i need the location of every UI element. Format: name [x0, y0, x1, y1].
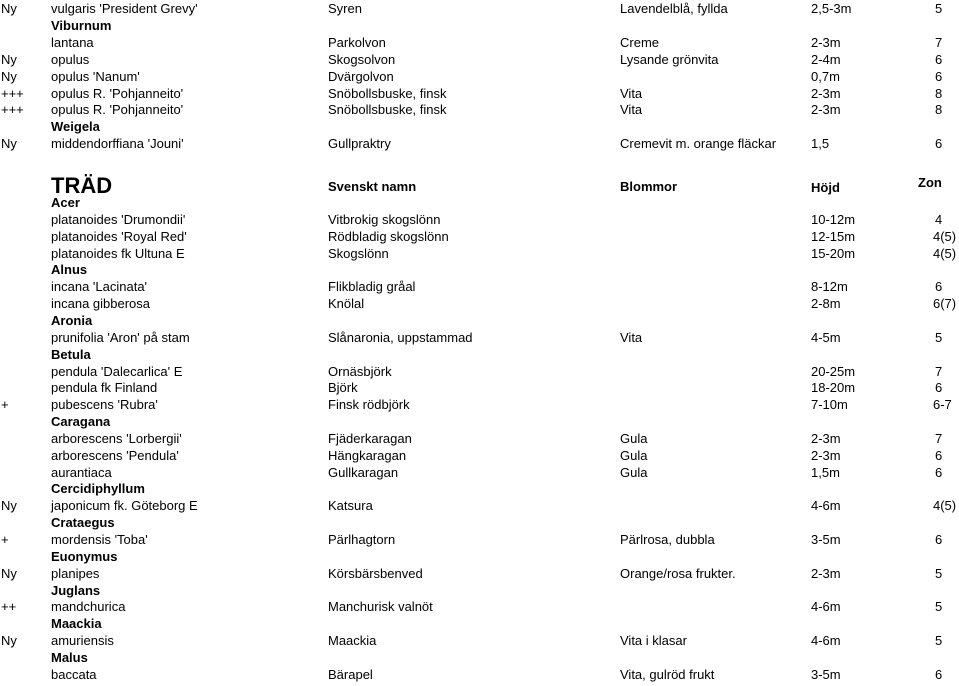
genus-row: [0, 261, 959, 278]
hardiness-zone: 6: [935, 136, 943, 152]
plant-height: 2-3m: [811, 102, 841, 118]
table-row: [0, 464, 959, 481]
column-header-flowers: Blommor: [620, 179, 678, 194]
genus-row: [0, 480, 959, 497]
hardiness-zone: 6-7: [933, 397, 952, 413]
row-prefix: +: [1, 532, 9, 547]
table-row: [0, 0, 959, 17]
table-row: [0, 363, 959, 380]
plant-height: 2,5-3m: [811, 1, 852, 16]
swedish-name: Flikbladig gråal: [328, 279, 416, 295]
latin-name: mandchurica: [51, 599, 126, 615]
latin-name: japonicum fk. Göteborg E: [51, 498, 198, 514]
genus-row: [0, 118, 959, 135]
hardiness-zone: 6: [935, 666, 943, 682]
plant-height: 15-20m: [811, 245, 856, 261]
hardiness-zone: 7: [935, 363, 943, 379]
hardiness-zone: 6: [935, 380, 943, 396]
hardiness-zone: 4: [935, 211, 943, 227]
hardiness-zone: 6: [935, 279, 943, 295]
swedish-name: Björk: [328, 380, 358, 396]
row-prefix: +++: [1, 85, 24, 101]
swedish-name: Skogslönn: [328, 245, 389, 261]
plant-height: 2-3m: [811, 565, 841, 581]
plant-height: 7-10m: [811, 397, 848, 413]
latin-name: platanoides fk Ultuna E: [51, 245, 185, 261]
plant-height: 1,5: [811, 136, 830, 152]
table-row: [0, 430, 959, 447]
latin-name: aurantiaca: [51, 464, 112, 480]
latin-name: opulus R. 'Pohjanneito': [51, 102, 184, 118]
swedish-name: Manchurisk valnöt: [328, 599, 433, 615]
flower-description: Lysande grönvita: [620, 51, 719, 67]
genus-name: Viburnum: [51, 17, 112, 33]
swedish-name: Syren: [328, 1, 362, 16]
swedish-name: Dvärgolvon: [328, 68, 394, 84]
latin-name: pendula 'Dalecarlica' E: [51, 363, 183, 379]
genus-row: [0, 312, 959, 329]
flower-description: Vita i klasar: [620, 633, 687, 649]
plant-height: 3-5m: [811, 532, 841, 547]
row-prefix: Ny: [1, 51, 17, 67]
latin-name: middendorffiana 'Jouni': [51, 136, 184, 152]
genus-row: [0, 413, 959, 430]
flower-description: Vita, gulröd frukt: [620, 666, 715, 682]
swedish-name: Skogsolvon: [328, 51, 396, 67]
genus-name: Crataegus: [51, 515, 115, 531]
hardiness-zone: 5: [935, 599, 943, 615]
row-prefix: Ny: [1, 1, 17, 16]
hardiness-zone: 7: [935, 430, 943, 446]
hardiness-zone: 5: [935, 329, 943, 345]
hardiness-zone: 5: [935, 565, 943, 581]
row-prefix: Ny: [1, 68, 17, 84]
genus-name: Maackia: [51, 616, 102, 632]
table-row: [0, 135, 959, 152]
table-row: [0, 666, 959, 683]
swedish-name: Pärlhagtorn: [328, 532, 396, 547]
swedish-name: Rödbladig skogslönn: [328, 228, 449, 244]
latin-name: arborescens 'Pendula': [51, 447, 179, 463]
flower-description: Vita: [620, 85, 643, 101]
genus-name: Malus: [51, 649, 88, 665]
swedish-name: Gullpraktry: [328, 136, 391, 152]
table-row: [0, 447, 959, 464]
hardiness-zone: 6: [935, 447, 943, 463]
row-prefix: Ny: [1, 633, 17, 649]
plant-height: 4-6m: [811, 498, 841, 514]
table-row: [0, 565, 959, 582]
table-row: [0, 329, 959, 346]
plant-height: 4-6m: [811, 599, 841, 615]
latin-name: vulgaris 'President Grevy': [51, 1, 198, 16]
latin-name: opulus R. 'Pohjanneito': [51, 85, 184, 101]
swedish-name: Körsbärsbenved: [328, 565, 423, 581]
hardiness-zone: 4(5): [933, 228, 957, 244]
latin-name: planipes: [51, 565, 100, 581]
latin-name: prunifolia 'Aron' på stam: [51, 329, 190, 345]
hardiness-zone: 6: [935, 68, 943, 84]
hardiness-zone: 6: [935, 464, 943, 480]
swedish-name: Snöbollsbuske, finsk: [328, 102, 447, 118]
hardiness-zone: 7: [935, 34, 943, 50]
latin-name: baccata: [51, 666, 97, 682]
plant-height: 4-6m: [811, 633, 841, 649]
genus-name: Juglans: [51, 582, 101, 598]
swedish-name: Katsura: [328, 498, 373, 514]
latin-name: opulus: [51, 51, 90, 67]
genus-row: [0, 582, 959, 599]
table-row: [0, 598, 959, 615]
column-header-swedish-name: Svenskt namn: [328, 179, 417, 194]
latin-name: opulus 'Nanum': [51, 68, 140, 84]
swedish-name: Gullkaragan: [328, 464, 399, 480]
table-row: [0, 211, 959, 228]
flower-description: Gula: [620, 430, 648, 446]
table-row: [0, 379, 959, 396]
hardiness-zone: 6: [935, 51, 943, 67]
flower-description: Vita: [620, 102, 643, 118]
plant-height: 0,7m: [811, 68, 840, 84]
latin-name: amuriensis: [51, 633, 114, 649]
hardiness-zone: 4(5): [933, 245, 957, 261]
genus-name: Caragana: [51, 414, 111, 430]
swedish-name: Knölal: [328, 296, 365, 312]
swedish-name: Fjäderkaragan: [328, 430, 412, 446]
flower-description: Gula: [620, 447, 648, 463]
plant-height: 2-3m: [811, 34, 841, 50]
plant-height: 2-3m: [811, 430, 841, 446]
hardiness-zone: 6(7): [933, 296, 957, 312]
swedish-name: Bärapel: [328, 666, 373, 682]
genus-name: Euonymus: [51, 548, 118, 564]
swedish-name: Snöbollsbuske, finsk: [328, 85, 447, 101]
swedish-name: Hängkaragan: [328, 447, 407, 463]
table-row: [0, 531, 959, 548]
flower-description: Vita: [620, 329, 643, 345]
swedish-name: Maackia: [328, 633, 377, 649]
plant-height: 4-5m: [811, 329, 841, 345]
plant-height: 18-20m: [811, 380, 856, 396]
plant-height: 20-25m: [811, 363, 856, 379]
plant-height: 2-4m: [811, 51, 841, 67]
flower-description: Pärlrosa, dubbla: [620, 532, 715, 547]
genus-row: [0, 649, 959, 666]
genus-name: Acer: [51, 195, 80, 210]
flower-description: Creme: [620, 34, 660, 50]
row-prefix: Ny: [1, 136, 17, 152]
hardiness-zone: 5: [935, 1, 943, 16]
plant-height: 8-12m: [811, 279, 848, 295]
plant-height: 2-8m: [811, 296, 841, 312]
plant-height: 1,5m: [811, 464, 840, 480]
latin-name: incana 'Lacinata': [51, 279, 148, 295]
row-prefix: ++: [1, 599, 17, 615]
hardiness-zone: 6: [935, 532, 943, 547]
genus-row: [0, 194, 959, 211]
genus-name: Weigela: [51, 119, 100, 135]
latin-name: lantana: [51, 34, 94, 50]
genus-row: [0, 514, 959, 531]
genus-name: Cercidiphyllum: [51, 481, 145, 497]
plant-height: 10-12m: [811, 211, 856, 227]
flower-description: Orange/rosa frukter.: [620, 565, 736, 581]
row-prefix: +++: [1, 102, 24, 118]
table-row: [0, 278, 959, 295]
latin-name: arborescens 'Lorbergii': [51, 430, 182, 446]
latin-name: platanoides 'Drumondii': [51, 211, 186, 227]
table-row: [0, 228, 959, 245]
table-row: [0, 85, 959, 102]
table-row: [0, 68, 959, 85]
latin-name: pubescens 'Rubra': [51, 397, 158, 413]
swedish-name: Vitbrokig skogslönn: [328, 211, 441, 227]
column-header-zone: Zon: [918, 175, 942, 190]
plant-height: 2-3m: [811, 447, 841, 463]
genus-row: [0, 548, 959, 565]
row-prefix: Ny: [1, 498, 17, 514]
genus-name: Alnus: [51, 262, 88, 278]
table-row: [0, 632, 959, 649]
hardiness-zone: 8: [935, 102, 943, 118]
swedish-name: Ornäsbjörk: [328, 363, 392, 379]
row-prefix: +: [1, 397, 9, 413]
hardiness-zone: 5: [935, 633, 943, 649]
row-prefix: Ny: [1, 565, 17, 581]
plant-height: 3-5m: [811, 666, 841, 682]
table-row: [0, 497, 959, 514]
plant-height: 2-3m: [811, 85, 841, 101]
table-row: [0, 295, 959, 312]
genus-name: Aronia: [51, 312, 93, 328]
latin-name: platanoides 'Royal Red': [51, 228, 187, 244]
table-row: [0, 245, 959, 262]
table-row: [0, 396, 959, 413]
plant-height: 12-15m: [811, 228, 856, 244]
swedish-name: Parkolvon: [328, 34, 386, 50]
swedish-name: Slånaronia, uppstammad: [328, 329, 473, 345]
genus-name: Betula: [51, 346, 91, 362]
section-title: TRÄD: [51, 173, 113, 198]
genus-row: [0, 615, 959, 632]
latin-name: pendula fk Finland: [51, 380, 158, 396]
swedish-name: Finsk rödbjörk: [328, 397, 410, 413]
genus-row: [0, 346, 959, 363]
latin-name: mordensis 'Toba': [51, 532, 148, 547]
genus-row: [0, 17, 959, 34]
table-row: [0, 101, 959, 118]
hardiness-zone: 8: [935, 85, 943, 101]
latin-name: incana gibberosa: [51, 296, 151, 312]
flower-description: Cremevit m. orange fläckar: [620, 136, 777, 152]
column-header-height: Höjd: [811, 180, 840, 195]
flower-description: Gula: [620, 464, 648, 480]
hardiness-zone: 4(5): [933, 498, 957, 514]
flower-description: Lavendelblå, fyllda: [620, 1, 728, 16]
table-row: [0, 51, 959, 68]
table-row: [0, 34, 959, 51]
